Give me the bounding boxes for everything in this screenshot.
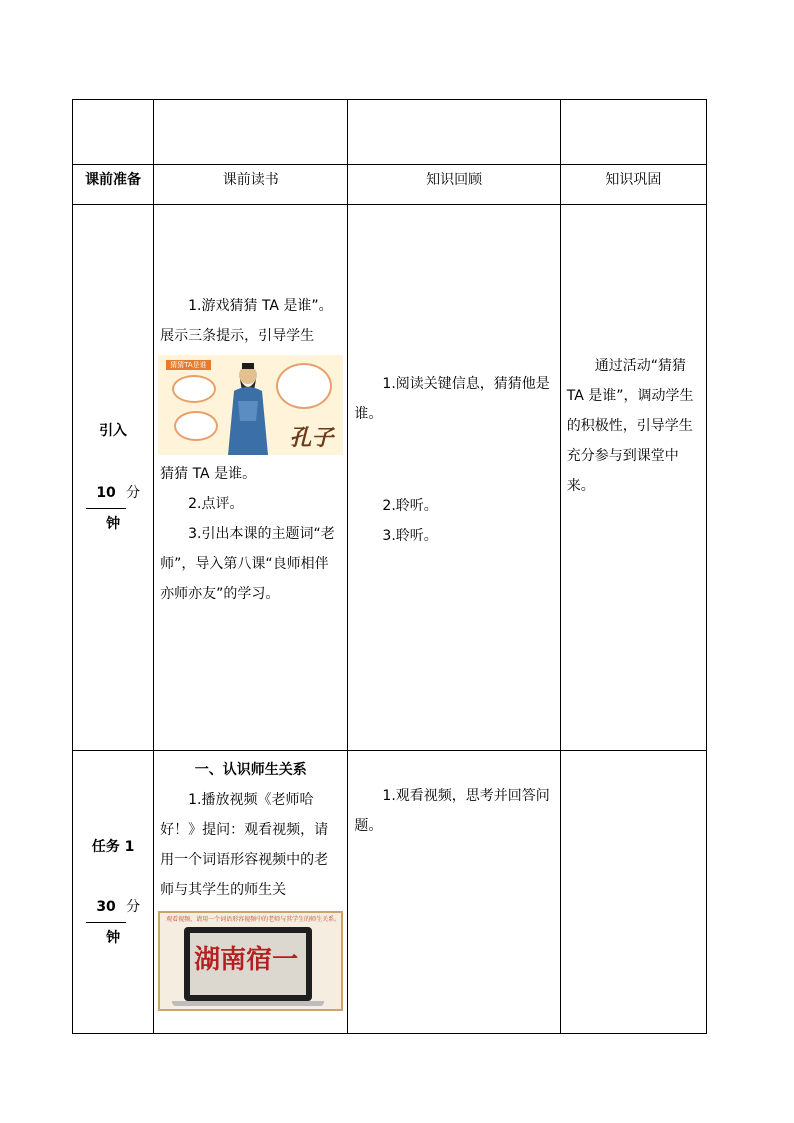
intro-label-cell [73, 205, 154, 751]
task1-teacher-cell [154, 751, 348, 1034]
header-consolidate: 知识巩固 [560, 165, 706, 205]
task1-heading: 一、认识师生关系 [194, 762, 307, 778]
lesson-plan-table [72, 99, 707, 1034]
intro-unit2: 钟 [106, 516, 121, 532]
blank-cell [154, 100, 348, 165]
intro-unit: 分 [126, 485, 141, 501]
laptop-base-icon [172, 1001, 324, 1006]
task1-unit: 分 [126, 898, 141, 915]
task1-minutes: 30 [86, 892, 126, 923]
confucius-image [158, 355, 343, 455]
header-reading: 课前读书 [154, 165, 348, 205]
intro-minutes: 10 [86, 478, 126, 509]
intro-label: 引入 [99, 423, 128, 439]
intro-teacher-p4: 3.引出本课的主题词“老师”，导入第八课“良师相伴 亦师亦友”的学习。 [160, 526, 335, 602]
task1-teacher-p1: 1.播放视频《老师哈好！》提问：观看视频，请用一个词语形容视频中的老师与其学生的师生关 [160, 792, 329, 898]
intro-teacher-p3: 2.点评。 [188, 496, 244, 512]
blank-cell [560, 100, 706, 165]
intro-student-cell [348, 205, 560, 751]
task1-duration [73, 892, 153, 923]
intro-duration [73, 478, 153, 509]
confucius-name: 孔子 [289, 425, 334, 451]
hint-bubble [276, 363, 332, 409]
intro-teacher-p2: 猜猜 TA 是谁。 [160, 466, 257, 482]
video-screen [190, 933, 306, 995]
task1-row [73, 751, 707, 1034]
task1-student-p1: 1.观看视频，思考并回答问题。 [354, 788, 550, 834]
intro-design: 通过活动“猜猜 TA 是谁”，调动学生的积极性，引导学生充分参与到课堂中来。 [566, 358, 694, 494]
video-screen-text: 湖南宿一 [194, 945, 299, 975]
video-image [158, 911, 343, 1011]
blank-cell [348, 100, 560, 165]
blank-cell [73, 100, 154, 165]
confucius-figure-icon [220, 361, 276, 455]
intro-design-cell [560, 205, 706, 751]
intro-teacher-cell [154, 205, 348, 751]
video-caption: 观看视频，请用一个词语形容视频中的老师与其学生的师生关系。 [166, 916, 341, 923]
intro-student-p3: 3.聆听。 [382, 528, 438, 544]
intro-student-p1: 1.阅读关键信息，猜猜他是谁。 [354, 376, 550, 422]
task1-label-cell [73, 751, 154, 1034]
blank-row [73, 100, 707, 165]
intro-teacher-p1: 1.游戏猜猜 TA 是谁”。展示三条提示，引导学生 [160, 298, 333, 344]
laptop-icon [184, 927, 312, 1001]
task1-student-cell [348, 751, 560, 1034]
hint-bubble [174, 411, 218, 441]
header-row [73, 165, 707, 205]
task1-design-cell [560, 751, 706, 1034]
image-tag: 猜猜TA是谁 [166, 360, 211, 370]
header-prep: 课前准备 [73, 165, 154, 205]
intro-row [73, 205, 707, 751]
intro-student-p2: 2.聆听。 [382, 498, 438, 514]
task1-unit2: 钟 [106, 929, 121, 946]
header-review: 知识回顾 [348, 165, 560, 205]
hint-bubble [172, 375, 216, 403]
task1-label: 任务 1 [91, 838, 135, 855]
